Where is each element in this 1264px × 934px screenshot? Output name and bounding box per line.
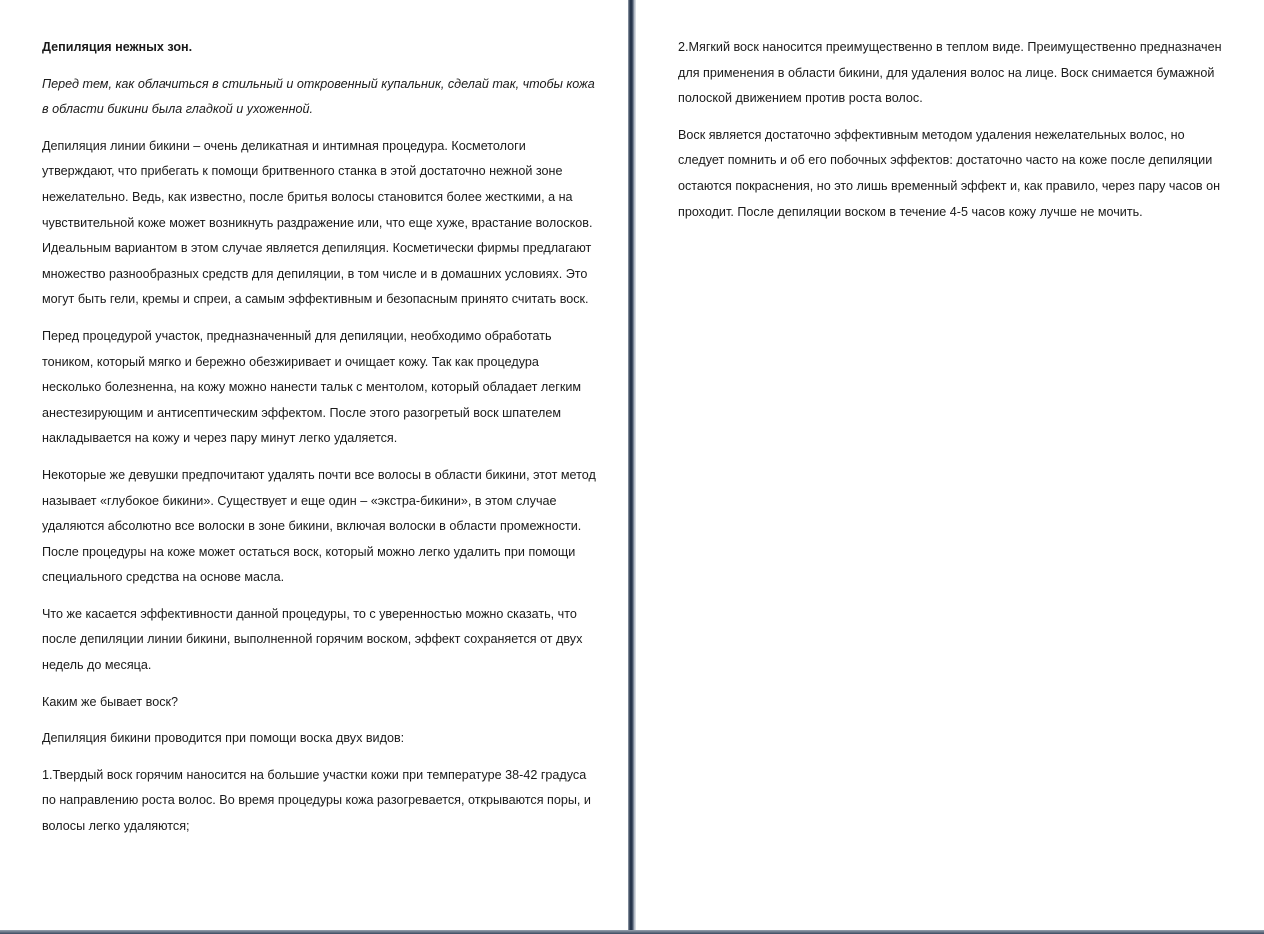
page-left [0, 0, 628, 930]
paragraph: Некоторые же девушки предпочитают удалять почти все волосы в области бикини, этот метод называет «глубокое бикини». Существует и еще один – «экстра-бикини», в этом случае удаляются абсолютно все волоски в зоне бикини, включая волоски в области промежности. После процедуры на коже может остаться воск, который можно легко удалить при помощи специального средства на основе масла. [42, 467, 596, 585]
page-bottom-edge [0, 930, 1264, 934]
paragraph: Что же касается эффективности данной процедуры, то с уверенностью можно сказать, что после депиляции линии бикини, выполненной горячим воском, эффект сохраняется от двух недель до месяца. [42, 606, 583, 673]
document-lead: Перед тем, как облачиться в стильный и откровенный купальник, сделай так, чтобы кожа в области бикини была гладкой и ухоженной. [42, 76, 595, 117]
paragraph: Воск является достаточно эффективным методом удаления нежелательных волос, но следует помнить и об его побочных эффектов: достаточно часто на коже после депиляции остаются покраснения, но это лишь временный эффект и, как правило, через пару часов он проходит. После депиляции воском в течение 4-5 часов кожу лучше не мочить. [678, 127, 1221, 219]
paragraph: 1.Твердый воск горячим наносится на большие участки кожи при температуре 38-42 градуса по направлению роста волос. Во время процедуры кожа разогревается, открываются поры, и волосы легко удаляются; [42, 767, 591, 834]
paragraph: 2.Мягкий воск наносится преимущественно в теплом виде. Преимущественно предназначен для применения в области бикини, для удаления волос на лице. Воск снимается бумажной полоской движением против роста волос. [678, 40, 1222, 106]
page-right [636, 0, 1264, 930]
paragraph: Депиляция линии бикини – очень деликатная и интимная процедура. Косметологи утверждают, что прибегать к помощи бритвенного станка в этой достаточно нежной зоне нежелательно. Ведь, как известно, после бритья волосы становится более жесткими, а на чувствительной коже может возникнуть раздражение или, что еще хуже, врастание волосков. Идеальным вариантом в этом случае является депиляция. Косметически фирмы предлагают множество разнообразных средств для депиляции, в том числе и в домашних условиях. Это могут быть гели, кремы и спреи, а самым эффективным и безопасным принято считать воск. [42, 138, 593, 307]
paragraph: Депиляция бикини проводится при помощи воска двух видов: [42, 731, 405, 746]
page-gutter [628, 0, 636, 934]
paragraph: Перед процедурой участок, предназначенный для депиляции, необходимо обработать тоником, который мягко и бережно обезжиривает и очищает кожу. Так как процедура несколько болезненна, на кожу можно нанести тальк с ментолом, который обладает легким анестезирующим и антисептическим эффектом. После этого разогретый воск шпателем накладывается на кожу и через пару минут легко удаляется. [42, 328, 582, 446]
paragraph: Каким же бывает воск? [42, 694, 179, 709]
document-title: Депиляция нежных зон. [42, 40, 193, 54]
